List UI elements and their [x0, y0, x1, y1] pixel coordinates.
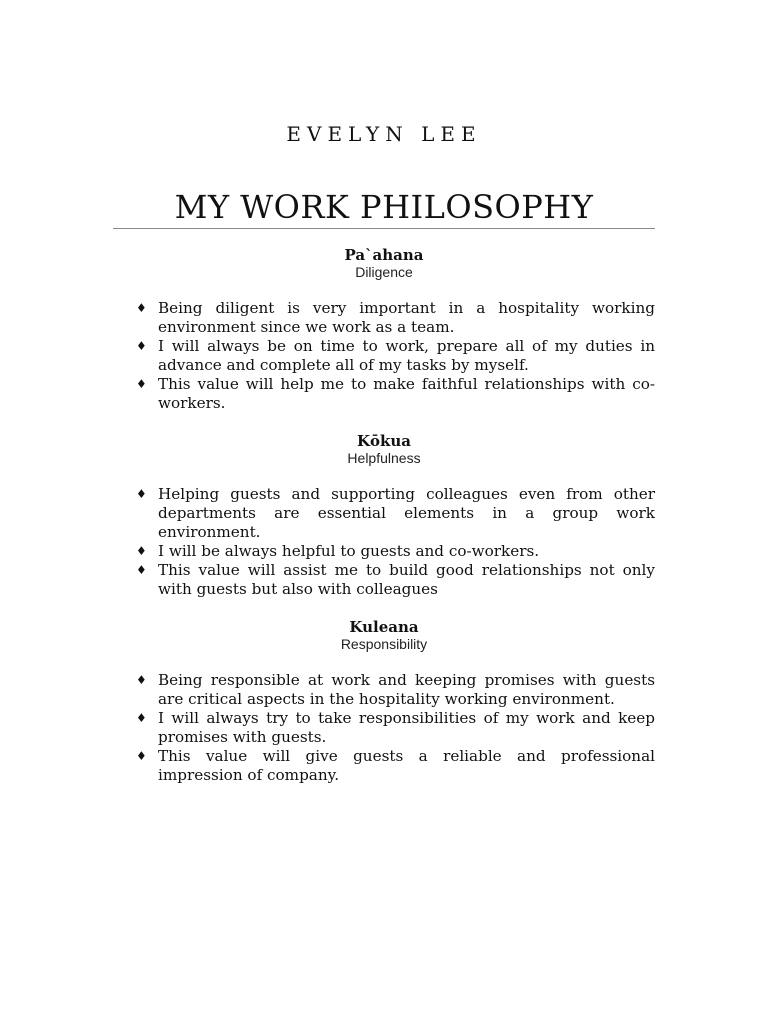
list-item	[136, 337, 655, 375]
list-item	[136, 561, 655, 599]
author-name: EVELYN LEE	[286, 122, 482, 146]
bullet-text: Being responsible at work and keeping promises with guests are critical aspects in the hospitality working environment.	[158, 671, 655, 708]
bullet-list	[0, 299, 768, 413]
bullet-text: I will be always helpful to guests and co-workers.	[158, 542, 540, 560]
section-title: Pa`ahana	[344, 246, 424, 264]
diamond-bullet-icon: ♦	[136, 749, 147, 763]
list-item	[136, 299, 655, 337]
bullet-text: This value will help me to make faithful relationships with co-workers.	[158, 375, 655, 412]
section-helpfulness	[0, 432, 768, 599]
bullet-text: Helping guests and supporting colleagues even from other departments are essential elements in a group work environment.	[158, 485, 655, 541]
diamond-bullet-icon: ♦	[136, 673, 147, 687]
section-title: Kōkua	[356, 432, 412, 450]
page-title: MY WORK PHILOSOPHY	[174, 188, 594, 226]
bullet-text: Being diligent is very important in a hospitality working environment since we work as a team.	[158, 299, 655, 336]
diamond-bullet-icon: ♦	[136, 563, 147, 577]
title-divider	[113, 228, 655, 229]
bullet-list	[0, 671, 768, 785]
list-item	[136, 709, 655, 747]
section-subtitle: Diligence	[355, 264, 413, 280]
diamond-bullet-icon: ♦	[136, 544, 147, 558]
section-subtitle: Helpfulness	[347, 450, 421, 466]
list-item	[136, 485, 655, 542]
list-item	[136, 747, 655, 785]
bullet-list	[0, 485, 768, 599]
section-diligence	[0, 246, 768, 413]
diamond-bullet-icon: ♦	[136, 377, 147, 391]
diamond-bullet-icon: ♦	[136, 339, 147, 353]
section-responsibility	[0, 618, 768, 785]
diamond-bullet-icon: ♦	[136, 487, 147, 501]
bullet-text: I will always try to take responsibilities of my work and keep promises with guests.	[158, 709, 655, 746]
diamond-bullet-icon: ♦	[136, 711, 147, 725]
diamond-bullet-icon: ♦	[136, 301, 147, 315]
list-item	[136, 671, 655, 709]
list-item	[136, 375, 655, 413]
bullet-text: I will always be on time to work, prepare all of my duties in advance and complete all of my tasks by myself.	[158, 337, 655, 374]
section-title: Kuleana	[349, 618, 419, 636]
bullet-text: This value will assist me to build good relationships not only with guests but also with colleagues	[158, 561, 655, 598]
section-subtitle: Responsibility	[340, 636, 428, 652]
list-item	[136, 542, 655, 561]
bullet-text: This value will give guests a reliable and professional impression of company.	[158, 747, 655, 784]
